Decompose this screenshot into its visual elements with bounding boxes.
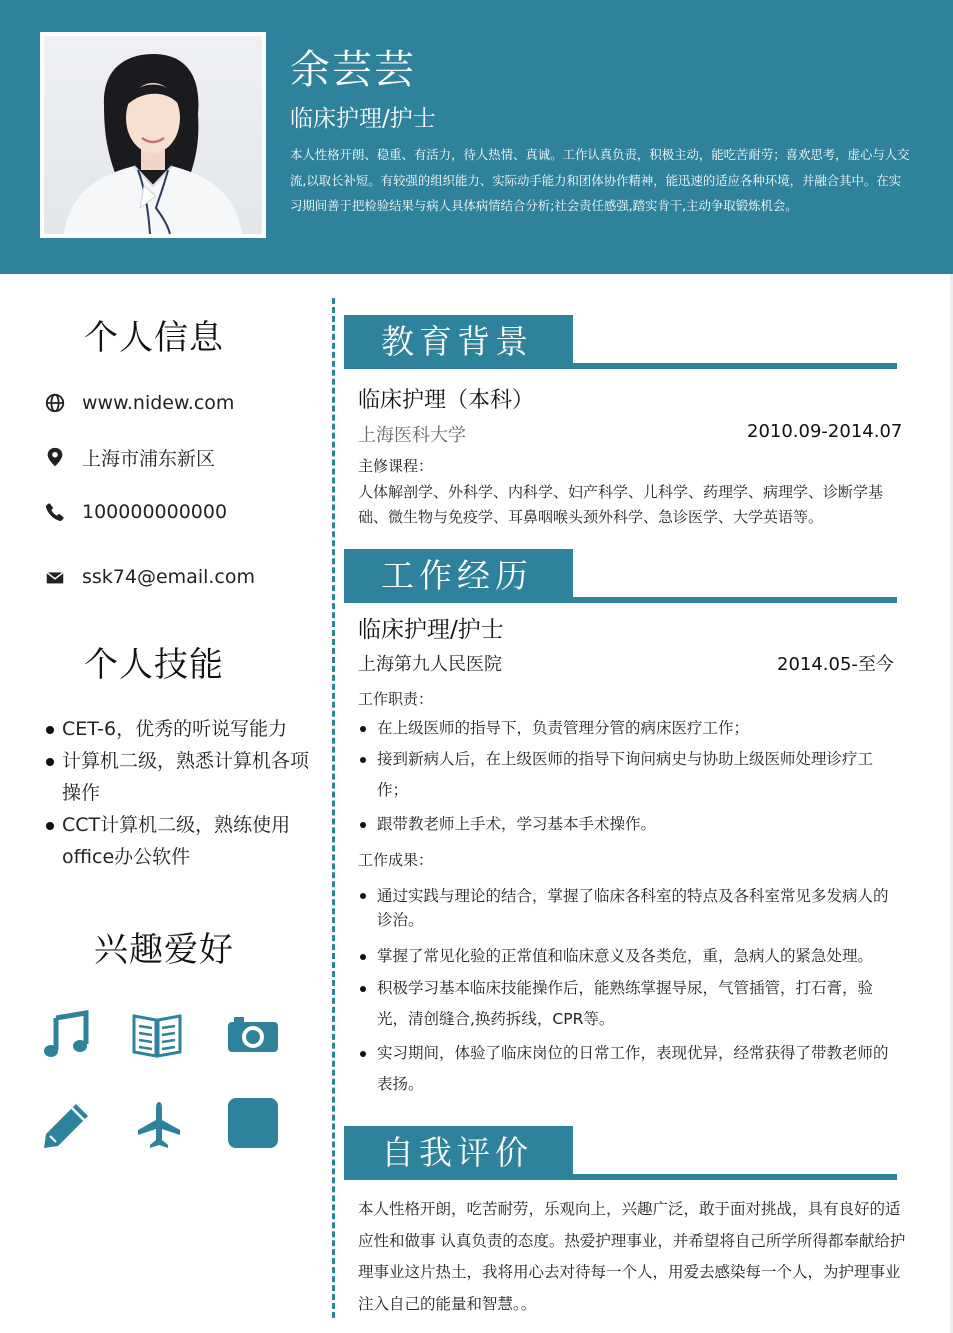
contact-website xyxy=(44,389,235,417)
result-item: 实习期间，体验了临床岗位的日常工作，表现优异，经常获得了带教老师的表扬。 xyxy=(358,1038,893,1100)
courses-label: 主修课程： xyxy=(358,457,434,475)
section-rule xyxy=(573,597,897,603)
self-eval-section-header xyxy=(344,1126,897,1182)
person-name: 余芸芸 xyxy=(290,47,416,93)
phone-text: 100000000000 xyxy=(82,501,228,523)
work-position: 临床护理/护士 xyxy=(358,617,504,643)
self-eval-text: 本人性格开朗，吃苦耐劳，乐观向上，兴趣广泛，敢于面对挑战，具有良好的适应性和做事 认真负责的态度。热爱护理事业，并希望将自己所学所得都奉献给护理事业这片热土，我将用心去对待每一个人，用爱去感染每一个人，为护理事业注入自己的能量和智慧。。 xyxy=(358,1200,906,1313)
education-school: 上海医科大学 xyxy=(358,425,466,446)
website-text: www.nidew.com xyxy=(82,392,235,414)
duties-label: 工作职责： xyxy=(358,690,434,708)
airplane-icon xyxy=(132,1098,186,1152)
section-rule xyxy=(573,363,897,369)
music-icon xyxy=(40,1008,94,1062)
phone-icon xyxy=(44,501,66,523)
camera-icon xyxy=(226,1008,280,1062)
skills-list xyxy=(44,713,314,873)
personal-info-heading: 个人信息 xyxy=(84,318,224,358)
hobbies-heading: 兴趣爱好 xyxy=(94,930,234,970)
results-label: 工作成果： xyxy=(358,851,434,869)
email-text: ssk74@email.com xyxy=(82,566,255,588)
location-pin-icon xyxy=(44,446,66,468)
mail-icon xyxy=(44,566,66,588)
work-section-header xyxy=(344,549,897,605)
contact-phone xyxy=(44,498,228,526)
skills-heading: 个人技能 xyxy=(84,645,224,685)
education-major: 临床护理（本科） xyxy=(358,388,535,413)
header-intro: 本人性格开朗、稳重、有活力，待人热情、真诚。工作认真负责，积极主动，能吃苦耐劳；喜欢思考，虚心与人交流,以取长补短。有较强的组织能力、实际动手能力和团体协作精神，能迅速的适应各种环境，并融合其中。在实习期间善于把检验结果与病人具体病情结合分析;社会责任感强,踏实肯干,主动争取锻炼机会。 xyxy=(290,147,910,213)
header-job-title: 临床护理/护士 xyxy=(290,106,436,132)
pencil-icon xyxy=(40,1098,94,1152)
profile-photo-frame xyxy=(40,32,266,238)
duty-item: 接到新病人后，在上级医师的指导下询问病史与协助上级医师处理诊疗工作； xyxy=(358,744,893,806)
profile-photo xyxy=(44,36,262,234)
work-title: 工作经历 xyxy=(344,549,573,603)
education-title: 教育背景 xyxy=(344,315,573,369)
education-section-header xyxy=(344,315,897,371)
education-date: 2010.09-2014.07 xyxy=(747,421,903,442)
skill-item: CET-6，优秀的听说写能力 xyxy=(44,713,314,745)
section-rule xyxy=(573,1174,897,1180)
header-banner xyxy=(0,0,953,274)
skill-item: 计算机二级，熟悉计算机各项操作 xyxy=(44,745,314,809)
square-icon xyxy=(226,1096,280,1150)
skill-item: CCT计算机二级，熟练使用office办公软件 xyxy=(44,809,314,873)
self-eval-title: 自我评价 xyxy=(344,1126,573,1180)
globe-icon xyxy=(44,392,66,414)
work-date: 2014.05-至今 xyxy=(777,654,894,675)
courses-text: 人体解剖学、外科学、内科学、妇产科学、儿科学、药理学、病理学、诊断学基础、微生物与免疫学、耳鼻咽喉头颈外科学、急诊医学、大学英语等。 xyxy=(358,483,884,526)
work-organization: 上海第九人民医院 xyxy=(358,654,502,675)
column-divider xyxy=(332,298,335,1318)
duty-item: 在上级医师的指导下，负责管理分管的病床医疗工作； xyxy=(358,713,893,744)
book-icon xyxy=(130,1008,184,1062)
duty-item: 跟带教老师上手术，学习基本手术操作。 xyxy=(358,809,893,840)
result-item: 通过实践与理论的结合，掌握了临床各科室的特点及各科室常见多发病人的诊治。 xyxy=(358,884,893,932)
result-item: 掌握了常见化验的正常值和临床意义及各类危，重，急病人的紧急处理。 xyxy=(358,941,893,972)
result-item: 积极学习基本临床技能操作后，能熟练掌握导尿，气管插管，打石膏，验光，清创缝合,换药拆线，CPR等。 xyxy=(358,973,893,1035)
contact-address xyxy=(44,443,216,471)
address-text: 上海市浦东新区 xyxy=(82,447,216,470)
contact-email xyxy=(44,563,255,591)
